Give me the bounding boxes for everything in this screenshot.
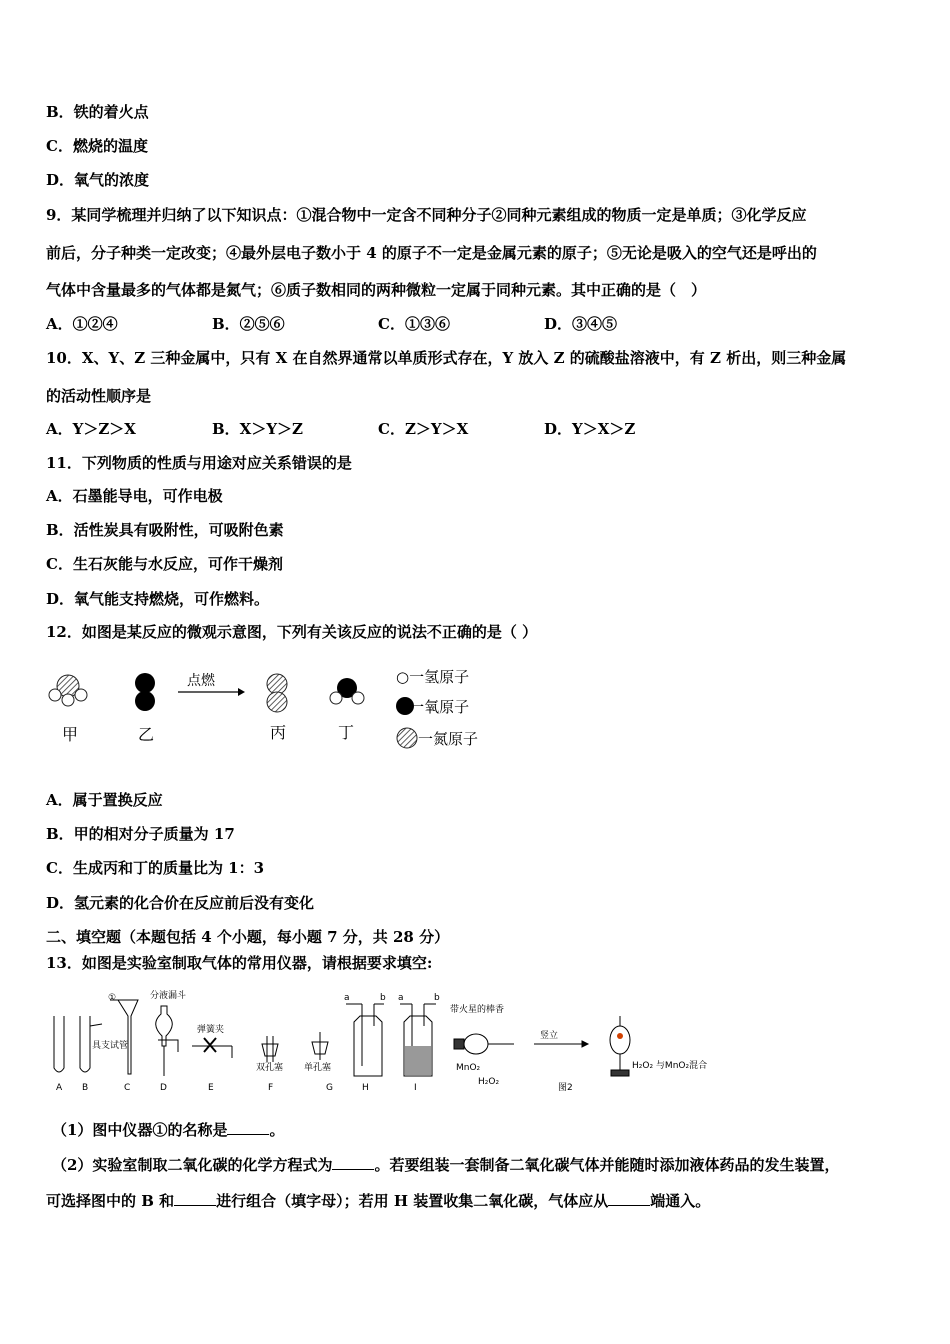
q13-part2-c: 可选择图中的 B 和	[46, 1192, 175, 1210]
label-tanhuangjia: 弹簧夹	[197, 1025, 225, 1035]
label-jia: 甲	[62, 725, 79, 744]
q12-option-a: A．属于置换反应	[46, 791, 163, 809]
arrow-upright	[534, 1041, 588, 1047]
q13-part1	[52, 1120, 284, 1140]
label-ding: 丁	[338, 723, 355, 742]
q9-stem-line2: 前后，分子种类一定改变；④最外层电子数小于 4 的原子不一定是金属元素的原子；⑤无论是吸入的空气还是呼出的	[46, 244, 817, 262]
legend-oxygen: ●一氧原子	[396, 698, 470, 716]
label-letter-d: D	[160, 1083, 167, 1093]
molecule-yi	[135, 673, 155, 711]
q10-option-d: D．Y＞X＞Z	[544, 420, 636, 438]
q13-stem: 13．如图是实验室制取气体的常用仪器，请根据要求填空:	[46, 954, 433, 972]
label-shuangkong: 双孔塞	[256, 1063, 284, 1073]
label-fenye: 分液漏斗	[150, 991, 187, 1001]
gas-bottle-i	[400, 1004, 436, 1076]
legend	[396, 668, 478, 748]
q13-part2-a: （2）实验室制取二氧化碳的化学方程式为	[52, 1156, 333, 1174]
label-letter-b: B	[82, 1083, 89, 1093]
reaction-arrow	[178, 672, 245, 696]
q13-part1-text: （1）图中仪器①的名称是	[52, 1121, 228, 1139]
q9-option-a: A．①②④	[46, 315, 118, 333]
q9-options	[46, 314, 710, 334]
q9-option-b: B．②⑤⑥	[212, 315, 285, 333]
q11-option-a: A．石墨能导电，可作电极	[46, 487, 223, 505]
q11-stem: 11．下列物质的性质与用途对应关系错误的是	[46, 454, 352, 472]
q12-option-c: C．生成丙和丁的质量比为 1：3	[46, 859, 265, 877]
stopper-f	[262, 1036, 278, 1062]
q13-part2-d: 进行组合（填字母）；若用 H 装置收集二氧化碳，气体应从	[216, 1192, 609, 1210]
q12-option-b: B．甲的相对分子质量为 17	[46, 825, 235, 843]
answer-blank-3[interactable]	[174, 1191, 216, 1206]
q10-stem-line1: 10．X、Y、Z 三种金属中，只有 X 在自然界通常以单质形式存在，Y 放入 Z 的硫酸盐溶液中，有 Z 析出，则三种金属	[46, 349, 847, 367]
legend-hydrogen: ○一氢原子	[396, 668, 470, 686]
molecule-ding	[330, 678, 364, 704]
q13-part1-end: 。	[269, 1121, 285, 1139]
answer-blank-1[interactable]	[227, 1120, 269, 1135]
label-letter-e: E	[208, 1083, 214, 1093]
gas-bottle-h	[346, 1004, 384, 1076]
label-shuli: 竖立	[540, 1031, 559, 1041]
section-2-heading: 二、填空题（本题包括 4 个小题，每小题 7 分，共 28 分）	[46, 928, 450, 946]
q9-stem-line3: 气体中含量最多的气体都是氮气；⑥质子数相同的两种微粒一定属于同种元素。其中正确的是（ ）	[46, 281, 707, 299]
legend-nitrogen: 一氮原子	[418, 730, 479, 748]
answer-blank-4[interactable]	[608, 1191, 650, 1206]
q13-part2-e: 端通入。	[650, 1192, 711, 1210]
q10-option-c: C．Z＞Y＞X	[378, 420, 469, 438]
q8-option-d: D．氧气的浓度	[46, 171, 150, 189]
label-letter-a: A	[56, 1083, 63, 1093]
label-dankong: 单孔塞	[304, 1063, 332, 1073]
label-letter-i: I	[414, 1083, 417, 1093]
label-h-b: b	[380, 993, 386, 1003]
q12-stem: 12．如图是某反应的微观示意图，下列有关该反应的说法不正确的是（ ）	[46, 623, 538, 641]
label-letter-f: F	[268, 1083, 274, 1093]
label-mark1: ①	[108, 993, 117, 1003]
q10-option-a: A．Y＞Z＞X	[46, 420, 136, 438]
label-h-a: a	[344, 993, 350, 1003]
label-letter-c: C	[124, 1083, 131, 1093]
label-letter-g: G	[326, 1083, 333, 1093]
q9-option-c: C．①③⑥	[378, 315, 450, 333]
label-juzhi: 具支试管	[92, 1041, 129, 1051]
q10-stem-line2: 的活动性顺序是	[46, 387, 152, 405]
molecule-jia	[49, 675, 87, 706]
figure-2-device	[610, 1016, 630, 1076]
flask-with-splint	[454, 1034, 514, 1054]
answer-blank-2[interactable]	[332, 1155, 374, 1170]
arrow-label: 点燃	[187, 673, 215, 689]
q9-stem-line1: 9．某同学梳理并归纳了以下知识点：①混合物中一定含不同种分子②同种元素组成的物质一定是单质；③化学反应	[46, 206, 807, 224]
label-mno2: MnO₂	[456, 1063, 481, 1073]
separatory-funnel-d	[156, 1006, 178, 1076]
q8-option-c: C．燃烧的温度	[46, 137, 148, 155]
q11-option-d: D．氧气能支持燃烧，可作燃料。	[46, 590, 270, 608]
apparatus-figure	[44, 986, 714, 1098]
reaction-micro-diagram	[40, 658, 500, 758]
q8-option-b: B．铁的着火点	[46, 103, 149, 121]
label-i-b: b	[434, 993, 440, 1003]
q9-option-d: D．③④⑤	[544, 315, 618, 333]
q13-part2-line2	[46, 1191, 710, 1211]
q11-option-b: B．活性炭具有吸附性，可吸附色素	[46, 521, 284, 539]
label-hunhe: H₂O₂ 与MnO₂混合	[632, 1061, 708, 1071]
q11-option-c: C．生石灰能与水反应，可作干燥剂	[46, 555, 283, 573]
label-daihuoxing: 带火星的棒香	[450, 1005, 505, 1015]
q10-options	[46, 419, 710, 439]
q13-part2-line1	[52, 1155, 839, 1175]
label-yi: 乙	[138, 725, 155, 744]
stopper-g	[312, 1032, 328, 1060]
label-bing: 丙	[270, 723, 287, 742]
label-letter-h: H	[362, 1083, 369, 1093]
label-h2o2: H₂O₂	[478, 1077, 500, 1087]
q12-option-d: D．氢元素的化合价在反应前后没有变化	[46, 894, 315, 912]
funnel-c	[110, 1000, 138, 1074]
label-tu2: 图2	[558, 1083, 573, 1093]
q10-option-b: B．X＞Y＞Z	[212, 420, 303, 438]
label-i-a: a	[398, 993, 404, 1003]
q13-part2-b: 。若要组装一套制备二氧化碳气体并能随时添加液体药品的发生装置，	[374, 1156, 840, 1174]
molecule-bing	[267, 674, 287, 712]
test-tube-a	[54, 1016, 64, 1072]
spring-clamp-e	[192, 1038, 232, 1058]
